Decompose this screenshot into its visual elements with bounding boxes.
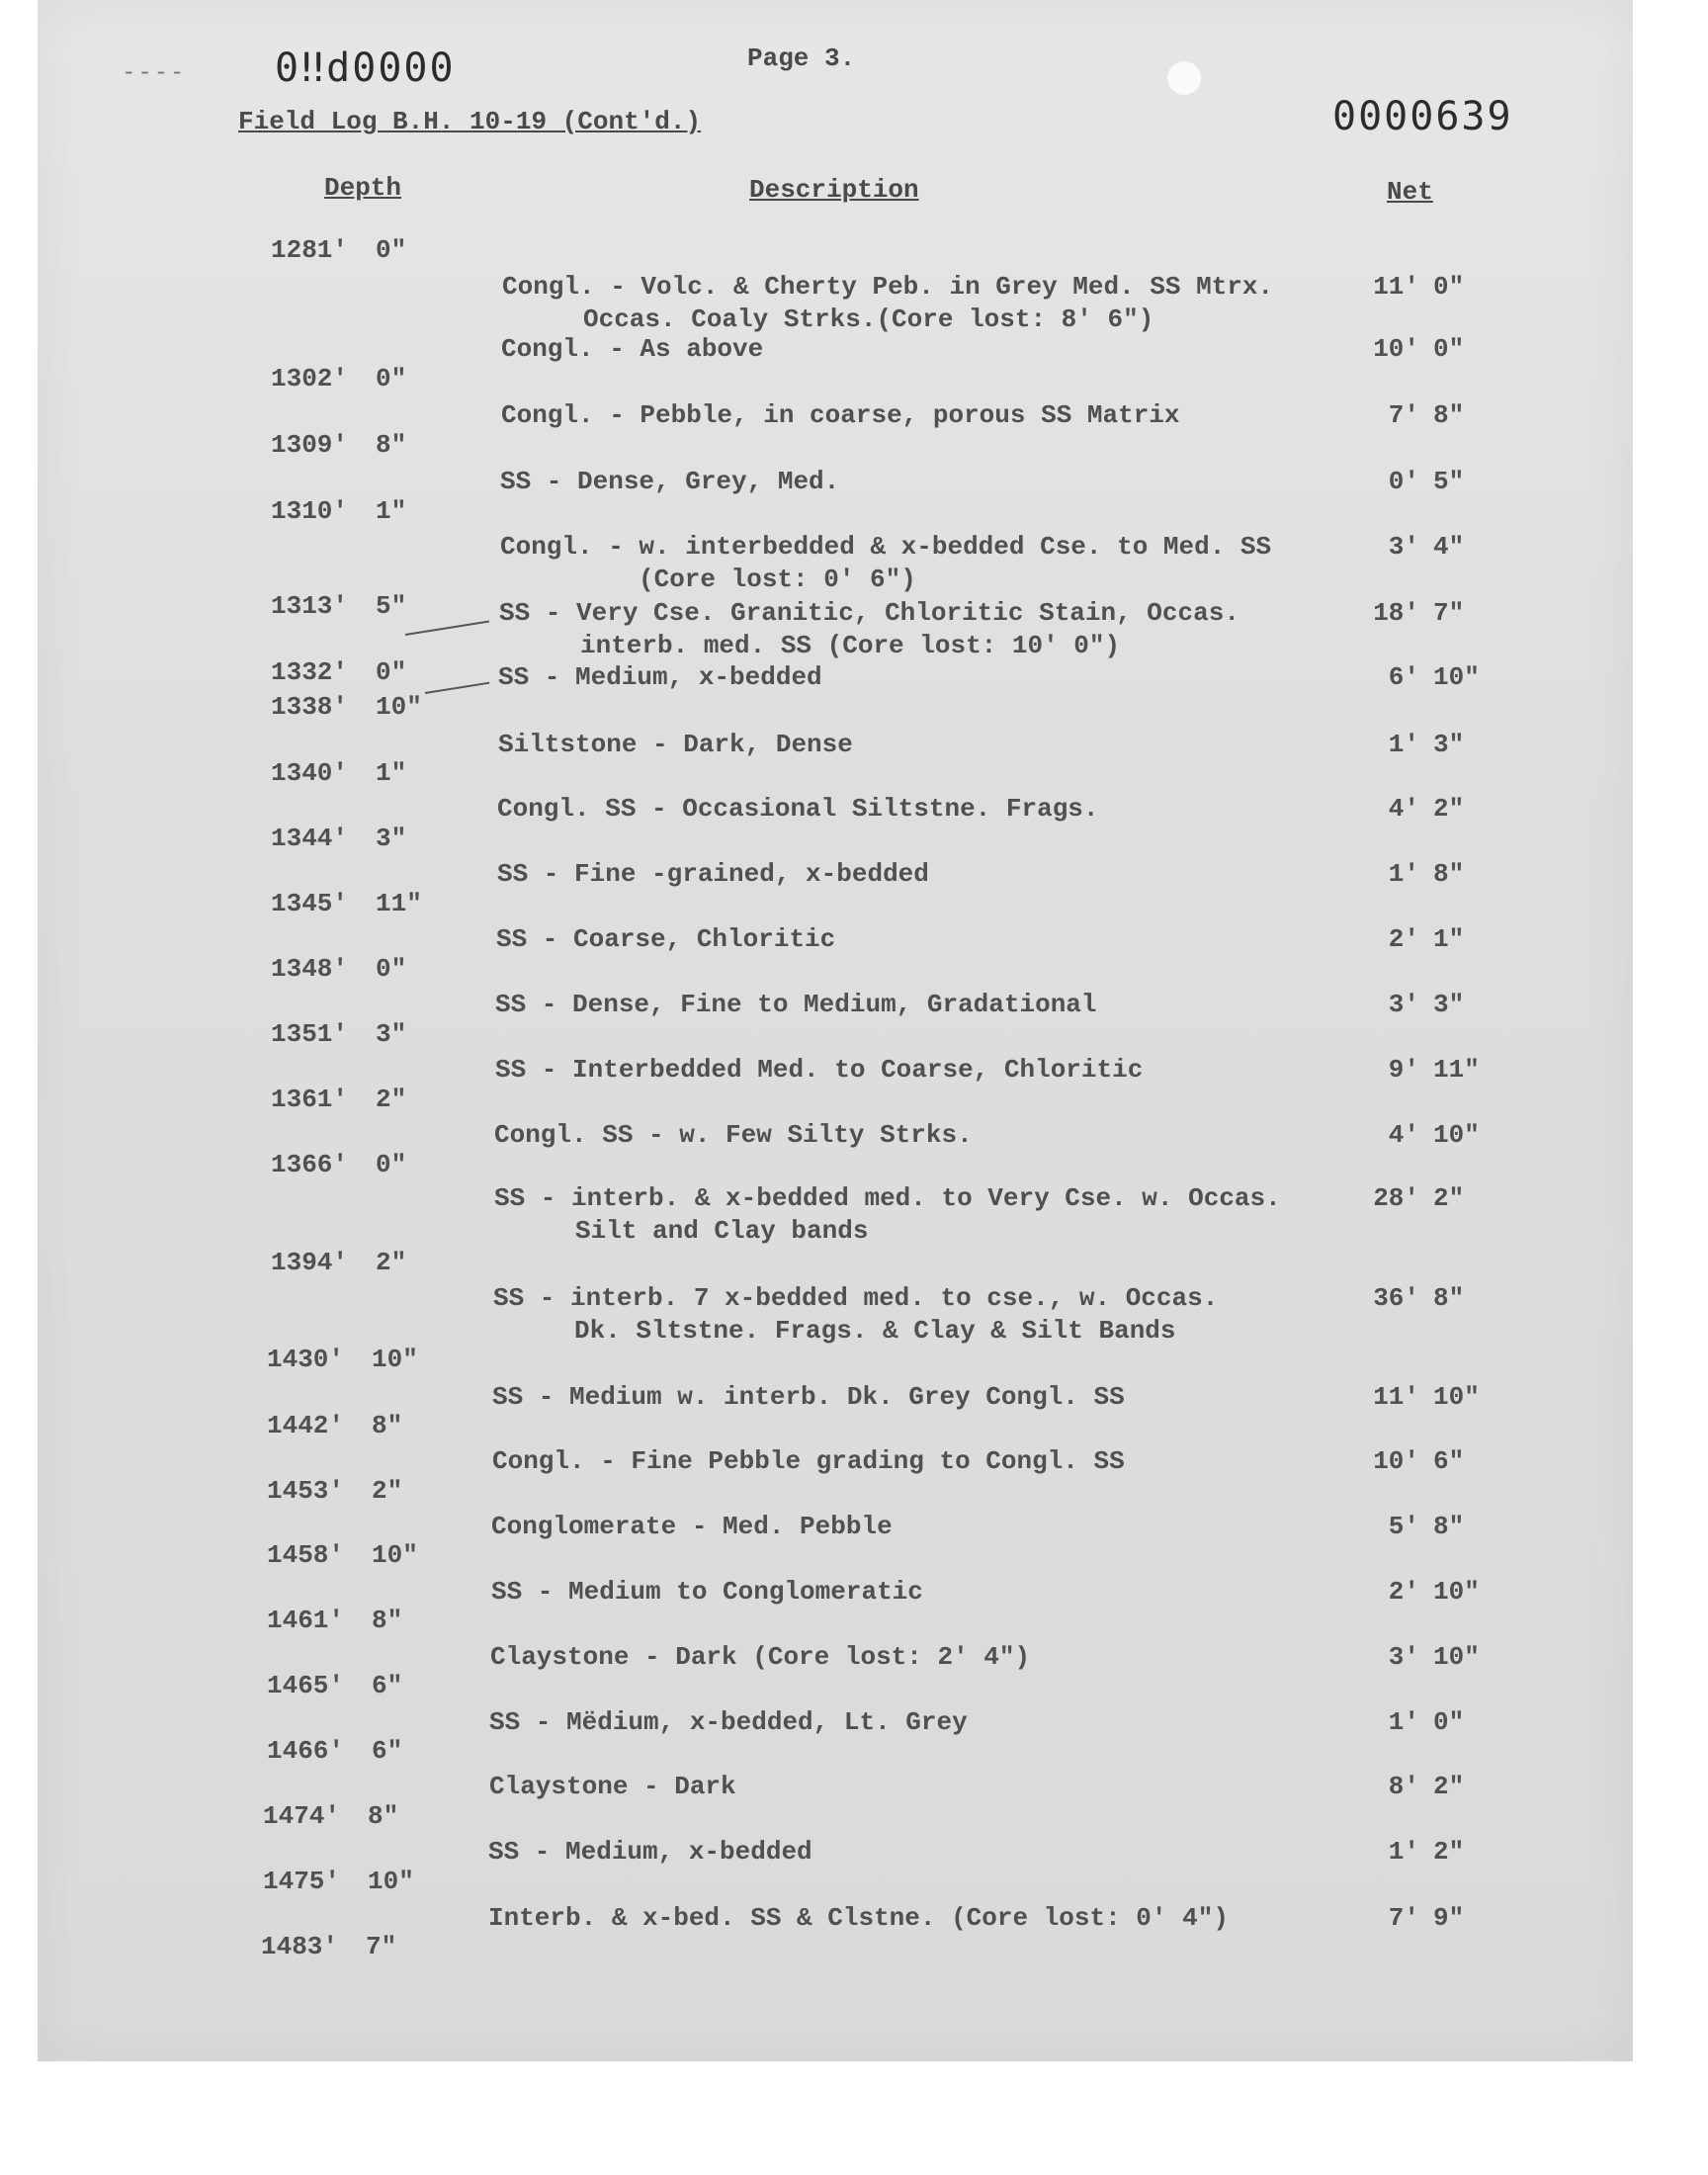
interval-description: Congl. SS - Occasional Siltstne. Frags. (497, 794, 1099, 824)
depth-value: 1281' (271, 235, 349, 265)
interval-description: SS - Medium w. interb. Dk. Grey Congl. SS (492, 1382, 1125, 1412)
depth-value: 1344' (271, 824, 349, 853)
depth-inches: 0" (376, 235, 407, 265)
interval-description: SS - Medium, x-bedded (488, 1837, 812, 1867)
net-feet: 1' (1388, 1707, 1419, 1737)
interval-description-cont: interb. med. SS (Core lost: 10' 0") (580, 631, 1121, 660)
interval-description: SS - Interbedded Med. to Coarse, Chloritic (495, 1055, 1144, 1085)
net-feet: 36' (1373, 1283, 1419, 1313)
column-header-description: Description (749, 175, 919, 205)
page-label: Page 3. (747, 44, 856, 73)
depth-value: 1302' (271, 364, 349, 393)
net-feet: 7' (1388, 1903, 1419, 1933)
interval-description-cont: Occas. Coaly Strks.(Core lost: 8' 6") (583, 304, 1154, 334)
depth-inches: 10" (372, 1540, 418, 1570)
net-feet: 3' (1388, 990, 1419, 1019)
net-inches: 9" (1433, 1903, 1465, 1933)
depth-value: 1340' (271, 758, 349, 788)
net-inches: 4" (1433, 532, 1465, 562)
depth-inches: 0" (376, 954, 407, 984)
net-inches: 10" (1433, 1642, 1480, 1672)
depth-inches: 2" (372, 1476, 403, 1506)
net-feet: 3' (1388, 532, 1419, 562)
net-feet: 10' (1373, 334, 1419, 364)
depth-value: 1310' (271, 496, 349, 526)
interval-description: Siltstone - Dark, Dense (498, 730, 853, 759)
depth-inches: 6" (372, 1671, 403, 1700)
depth-inches: 8" (376, 430, 407, 460)
net-inches: 8" (1433, 859, 1465, 889)
net-feet: 18' (1373, 598, 1419, 628)
depth-value: 1394' (271, 1248, 349, 1277)
depth-value: 1442' (267, 1411, 345, 1440)
depth-value: 1430' (267, 1345, 345, 1374)
depth-inches: 3" (376, 824, 407, 853)
depth-value: 1483' (261, 1932, 339, 1961)
interval-description: Congl. - Fine Pebble grading to Congl. SS (492, 1446, 1125, 1476)
interval-description: Congl. - w. interbedded & x-bedded Cse. to Med. SS (500, 532, 1272, 562)
column-header-depth: Depth (324, 173, 402, 203)
column-header-net: Net (1387, 177, 1433, 207)
depth-value: 1313' (271, 591, 349, 621)
depth-value: 1351' (271, 1019, 349, 1049)
depth-value: 1366' (271, 1150, 349, 1179)
depth-value: 1475' (263, 1867, 341, 1896)
depth-value: 1338' (271, 692, 349, 722)
interval-description: SS - Very Cse. Granitic, Chloritic Stain, Occas. (499, 598, 1239, 628)
net-feet: 8' (1388, 1772, 1419, 1801)
depth-inches: 2" (376, 1248, 407, 1277)
net-feet: 0' (1388, 467, 1419, 496)
depth-inches: 8" (372, 1606, 403, 1635)
net-feet: 1' (1388, 730, 1419, 759)
net-feet: 3' (1388, 1642, 1419, 1672)
depth-inches: 2" (376, 1085, 407, 1114)
interval-description: Congl. SS - w. Few Silty Strks. (494, 1120, 973, 1150)
depth-value: 1345' (271, 889, 349, 918)
interval-description-cont: Silt and Clay bands (575, 1216, 869, 1246)
connector-line-1313 (405, 621, 489, 636)
net-inches: 10" (1433, 662, 1480, 692)
net-feet: 5' (1388, 1512, 1419, 1541)
depth-inches: 0" (376, 364, 407, 393)
interval-description: SS - Mëdium, x-bedded, Lt. Grey (489, 1707, 968, 1737)
net-feet: 1' (1388, 859, 1419, 889)
interval-description-cont: (Core lost: 0' 6") (639, 565, 916, 594)
net-inches: 8" (1433, 1283, 1465, 1313)
interval-description: Congl. - Pebble, in coarse, porous SS Matrix (501, 400, 1180, 430)
net-feet: 6' (1388, 662, 1419, 692)
depth-inches: 0" (376, 657, 407, 687)
depth-inches: 5" (376, 591, 407, 621)
net-inches: 10" (1433, 1120, 1480, 1150)
depth-value: 1465' (267, 1671, 345, 1700)
depth-inches: 10" (368, 1867, 414, 1896)
net-inches: 2" (1433, 1772, 1465, 1801)
net-feet: 11' (1373, 1382, 1419, 1412)
document-number: 0000639 (1332, 94, 1513, 139)
net-feet: 11' (1373, 272, 1419, 302)
page-title: Field Log B.H. 10-19 (Cont'd.) (238, 107, 702, 136)
depth-value: 1458' (267, 1540, 345, 1570)
net-feet: 28' (1373, 1183, 1419, 1213)
depth-value: 1453' (267, 1476, 345, 1506)
interval-description: Claystone - Dark (Core lost: 2' 4") (490, 1642, 1031, 1672)
net-feet: 10' (1373, 1446, 1419, 1476)
interval-description: Congl. - As above (501, 334, 764, 364)
interval-description: SS - Medium, x-bedded (498, 662, 822, 692)
depth-inches: 6" (372, 1736, 403, 1766)
interval-description: Conglomerate - Med. Pebble (491, 1512, 893, 1541)
net-inches: 11" (1433, 1055, 1480, 1085)
net-inches: 5" (1433, 467, 1465, 496)
depth-inches: 10" (372, 1345, 418, 1374)
net-feet: 4' (1388, 1120, 1419, 1150)
handwritten-left-number: 0‼d0000 (275, 45, 456, 91)
net-inches: 3" (1433, 990, 1465, 1019)
net-inches: 2" (1433, 1837, 1465, 1867)
net-inches: 1" (1433, 924, 1465, 954)
net-inches: 10" (1433, 1577, 1480, 1607)
net-inches: 0" (1433, 1707, 1465, 1737)
net-inches: 0" (1433, 334, 1465, 364)
punch-hole (1167, 61, 1201, 95)
connector-line-1332 (425, 682, 490, 694)
interval-description-cont: Dk. Sltstne. Frags. & Clay & Silt Bands (574, 1316, 1176, 1346)
depth-inches: 7" (366, 1932, 397, 1961)
interval-description: SS - Coarse, Chloritic (496, 924, 836, 954)
interval-description: SS - Dense, Fine to Medium, Gradational (495, 990, 1097, 1019)
net-inches: 0" (1433, 272, 1465, 302)
net-feet: 2' (1388, 924, 1419, 954)
net-feet: 7' (1388, 400, 1419, 430)
document-page (38, 0, 1633, 2061)
depth-value: 1361' (271, 1085, 349, 1114)
depth-inches: 1" (376, 758, 407, 788)
interval-description: Interb. & x-bed. SS & Clstne. (Core lost: 0' 4") (488, 1903, 1229, 1933)
interval-description: Congl. - Volc. & Cherty Peb. in Grey Med. SS Mtrx. (502, 272, 1274, 302)
net-inches: 3" (1433, 730, 1465, 759)
net-inches: 10" (1433, 1382, 1480, 1412)
net-inches: 8" (1433, 400, 1465, 430)
interval-description: SS - interb. 7 x-bedded med. to cse., w. Occas. (493, 1283, 1219, 1313)
depth-inches: 8" (368, 1801, 399, 1831)
depth-inches: 11" (376, 889, 422, 918)
depth-inches: 10" (376, 692, 422, 722)
depth-value: 1461' (267, 1606, 345, 1635)
depth-value: 1474' (263, 1801, 341, 1831)
net-inches: 2" (1433, 794, 1465, 824)
net-inches: 7" (1433, 598, 1465, 628)
depth-value: 1309' (271, 430, 349, 460)
net-inches: 6" (1433, 1446, 1465, 1476)
interval-description: SS - Fine -grained, x-bedded (497, 859, 929, 889)
net-feet: 4' (1388, 794, 1419, 824)
depth-inches: 0" (376, 1150, 407, 1179)
interval-description: Claystone - Dark (489, 1772, 736, 1801)
net-inches: 8" (1433, 1512, 1465, 1541)
net-feet: 9' (1388, 1055, 1419, 1085)
interval-description: SS - Dense, Grey, Med. (500, 467, 840, 496)
interval-description: SS - interb. & x-bedded med. to Very Cse. w. Occas. (494, 1183, 1281, 1213)
net-feet: 1' (1388, 1837, 1419, 1867)
interval-description: SS - Medium to Conglomeratic (491, 1577, 923, 1607)
depth-inches: 3" (376, 1019, 407, 1049)
net-inches: 2" (1433, 1183, 1465, 1213)
margin-dash-mark: - - - - (125, 57, 182, 85)
net-feet: 2' (1388, 1577, 1419, 1607)
depth-inches: 1" (376, 496, 407, 526)
depth-value: 1466' (267, 1736, 345, 1766)
depth-inches: 8" (372, 1411, 403, 1440)
depth-value: 1332' (271, 657, 349, 687)
depth-value: 1348' (271, 954, 349, 984)
